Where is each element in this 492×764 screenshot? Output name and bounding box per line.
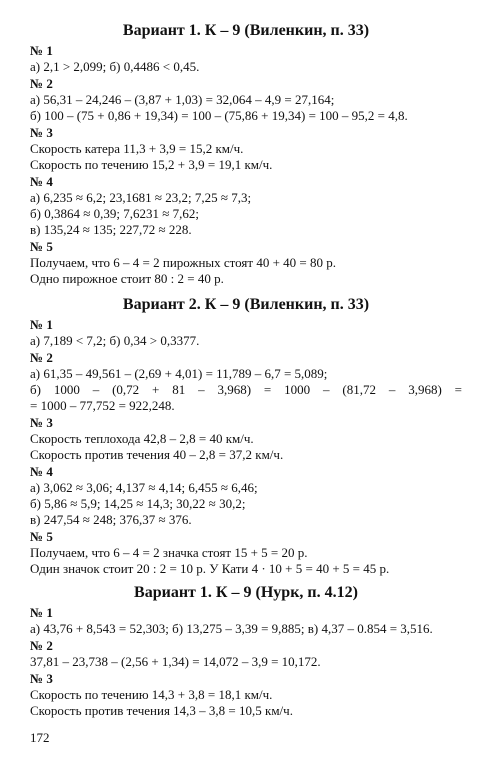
v1-task-1-number: № 1 — [30, 43, 53, 58]
v3-task-2-line: 37,81 – 23,738 – (2,56 + 1,34) = 14,072 – 3,9 = 10,172. — [30, 654, 321, 669]
v1-task-3-line-2: Скорость по течению 15,2 + 3,9 = 19,1 км/ч. — [30, 157, 273, 172]
v1-task-2-line-a: а) 56,31 – 24,246 – (3,87 + 1,03) = 32,064 – 4,9 = 27,164; — [30, 92, 335, 107]
v3-task-3-line-1: Скорость по течению 14,3 + 3,8 = 18,1 км/ч. — [30, 687, 273, 702]
v2-task-3-line-1: Скорость теплохода 42,8 – 2,8 = 40 км/ч. — [30, 431, 254, 446]
v1-task-2-number: № 2 — [30, 76, 53, 91]
v2-task-4-number: № 4 — [30, 464, 53, 479]
variant-2-heading: Вариант 2. К – 9 (Виленкин, п. 33) — [122, 296, 370, 313]
variant-1-heading: Вариант 1. К – 9 (Виленкин, п. 33) — [122, 22, 370, 39]
page-number: 172 — [30, 730, 50, 745]
v2-task-5-line-2: Один значок стоит 20 : 2 = 10 р. У Кати 4 · 10 + 5 = 40 + 5 = 45 р. — [30, 561, 390, 576]
v1-task-3-number: № 3 — [30, 125, 53, 140]
v2-task-4-line-b: б) 5,86 ≈ 5,9; 14,25 ≈ 14,3; 30,22 ≈ 30,2; — [30, 496, 246, 511]
v2-task-4-line-c: в) 247,54 ≈ 248; 376,37 ≈ 376. — [30, 512, 192, 527]
v2-task-1-number: № 1 — [30, 317, 53, 332]
v1-task-4-line-b: б) 0,3864 ≈ 0,39; 7,6231 ≈ 7,62; — [30, 206, 199, 221]
v2-task-3-line-2: Скорость против течения 40 – 2,8 = 37,2 км/ч. — [30, 447, 284, 462]
v3-task-3-number: № 3 — [30, 671, 53, 686]
v1-task-4-line-c: в) 135,24 ≈ 135; 227,72 ≈ 228. — [30, 222, 192, 237]
v2-task-2-line-a: а) 61,35 – 49,561 – (2,69 + 4,01) = 11,789 – 6,7 = 5,089; — [30, 366, 328, 381]
v1-task-1-line: а) 2,1 > 2,099; б) 0,4486 < 0,45. — [30, 59, 200, 74]
v2-task-5-number: № 5 — [30, 529, 53, 544]
v2-task-2-number: № 2 — [30, 350, 53, 365]
v2-task-3-number: № 3 — [30, 415, 53, 430]
v2-task-4-line-a: а) 3,062 ≈ 3,06; 4,137 ≈ 4,14; 6,455 ≈ 6,46; — [30, 480, 258, 495]
v3-task-1-line: а) 43,76 + 8,543 = 52,303; б) 13,275 – 3,39 = 9,885; в) 4,37 – 0.854 = 3,516. — [30, 621, 433, 636]
v1-task-4-number: № 4 — [30, 174, 53, 189]
v1-task-5-number: № 5 — [30, 239, 53, 254]
v1-task-3-line-1: Скорость катера 11,3 + 3,9 = 15,2 км/ч. — [30, 141, 244, 156]
v3-task-1-number: № 1 — [30, 605, 53, 620]
v2-task-2-line-b: б) 1000 – (0,72 + 81 – 3,968) = 1000 – (81,72 – 3,968) = — [30, 382, 462, 397]
variant-3-heading: Вариант 1. К – 9 (Нурк, п. 4.12) — [134, 584, 358, 601]
v2-task-5-line-1: Получаем, что 6 – 4 = 2 значка стоят 15 + 5 = 20 р. — [30, 545, 308, 560]
v1-task-5-line-1: Получаем, что 6 – 4 = 2 пирожных стоят 40 + 40 = 80 р. — [30, 255, 337, 270]
v2-task-1-line: а) 7,189 < 7,2; б) 0,34 > 0,3377. — [30, 333, 200, 348]
v1-task-2-line-b: б) 100 – (75 + 0,86 + 19,34) = 100 – (75,86 + 19,34) = 100 – 95,2 = 4,8. — [30, 108, 408, 123]
v1-task-4-line-a: а) 6,235 ≈ 6,2; 23,1681 ≈ 23,2; 7,25 ≈ 7,3; — [30, 190, 252, 205]
v1-task-5-line-2: Одно пирожное стоит 80 : 2 = 40 р. — [30, 271, 224, 286]
v3-task-3-line-2: Скорость против течения 14,3 – 3,8 = 10,5 км/ч. — [30, 703, 293, 718]
v2-task-2-line-b-cont: = 1000 – 77,752 = 922,248. — [30, 398, 175, 413]
v3-task-2-number: № 2 — [30, 638, 53, 653]
